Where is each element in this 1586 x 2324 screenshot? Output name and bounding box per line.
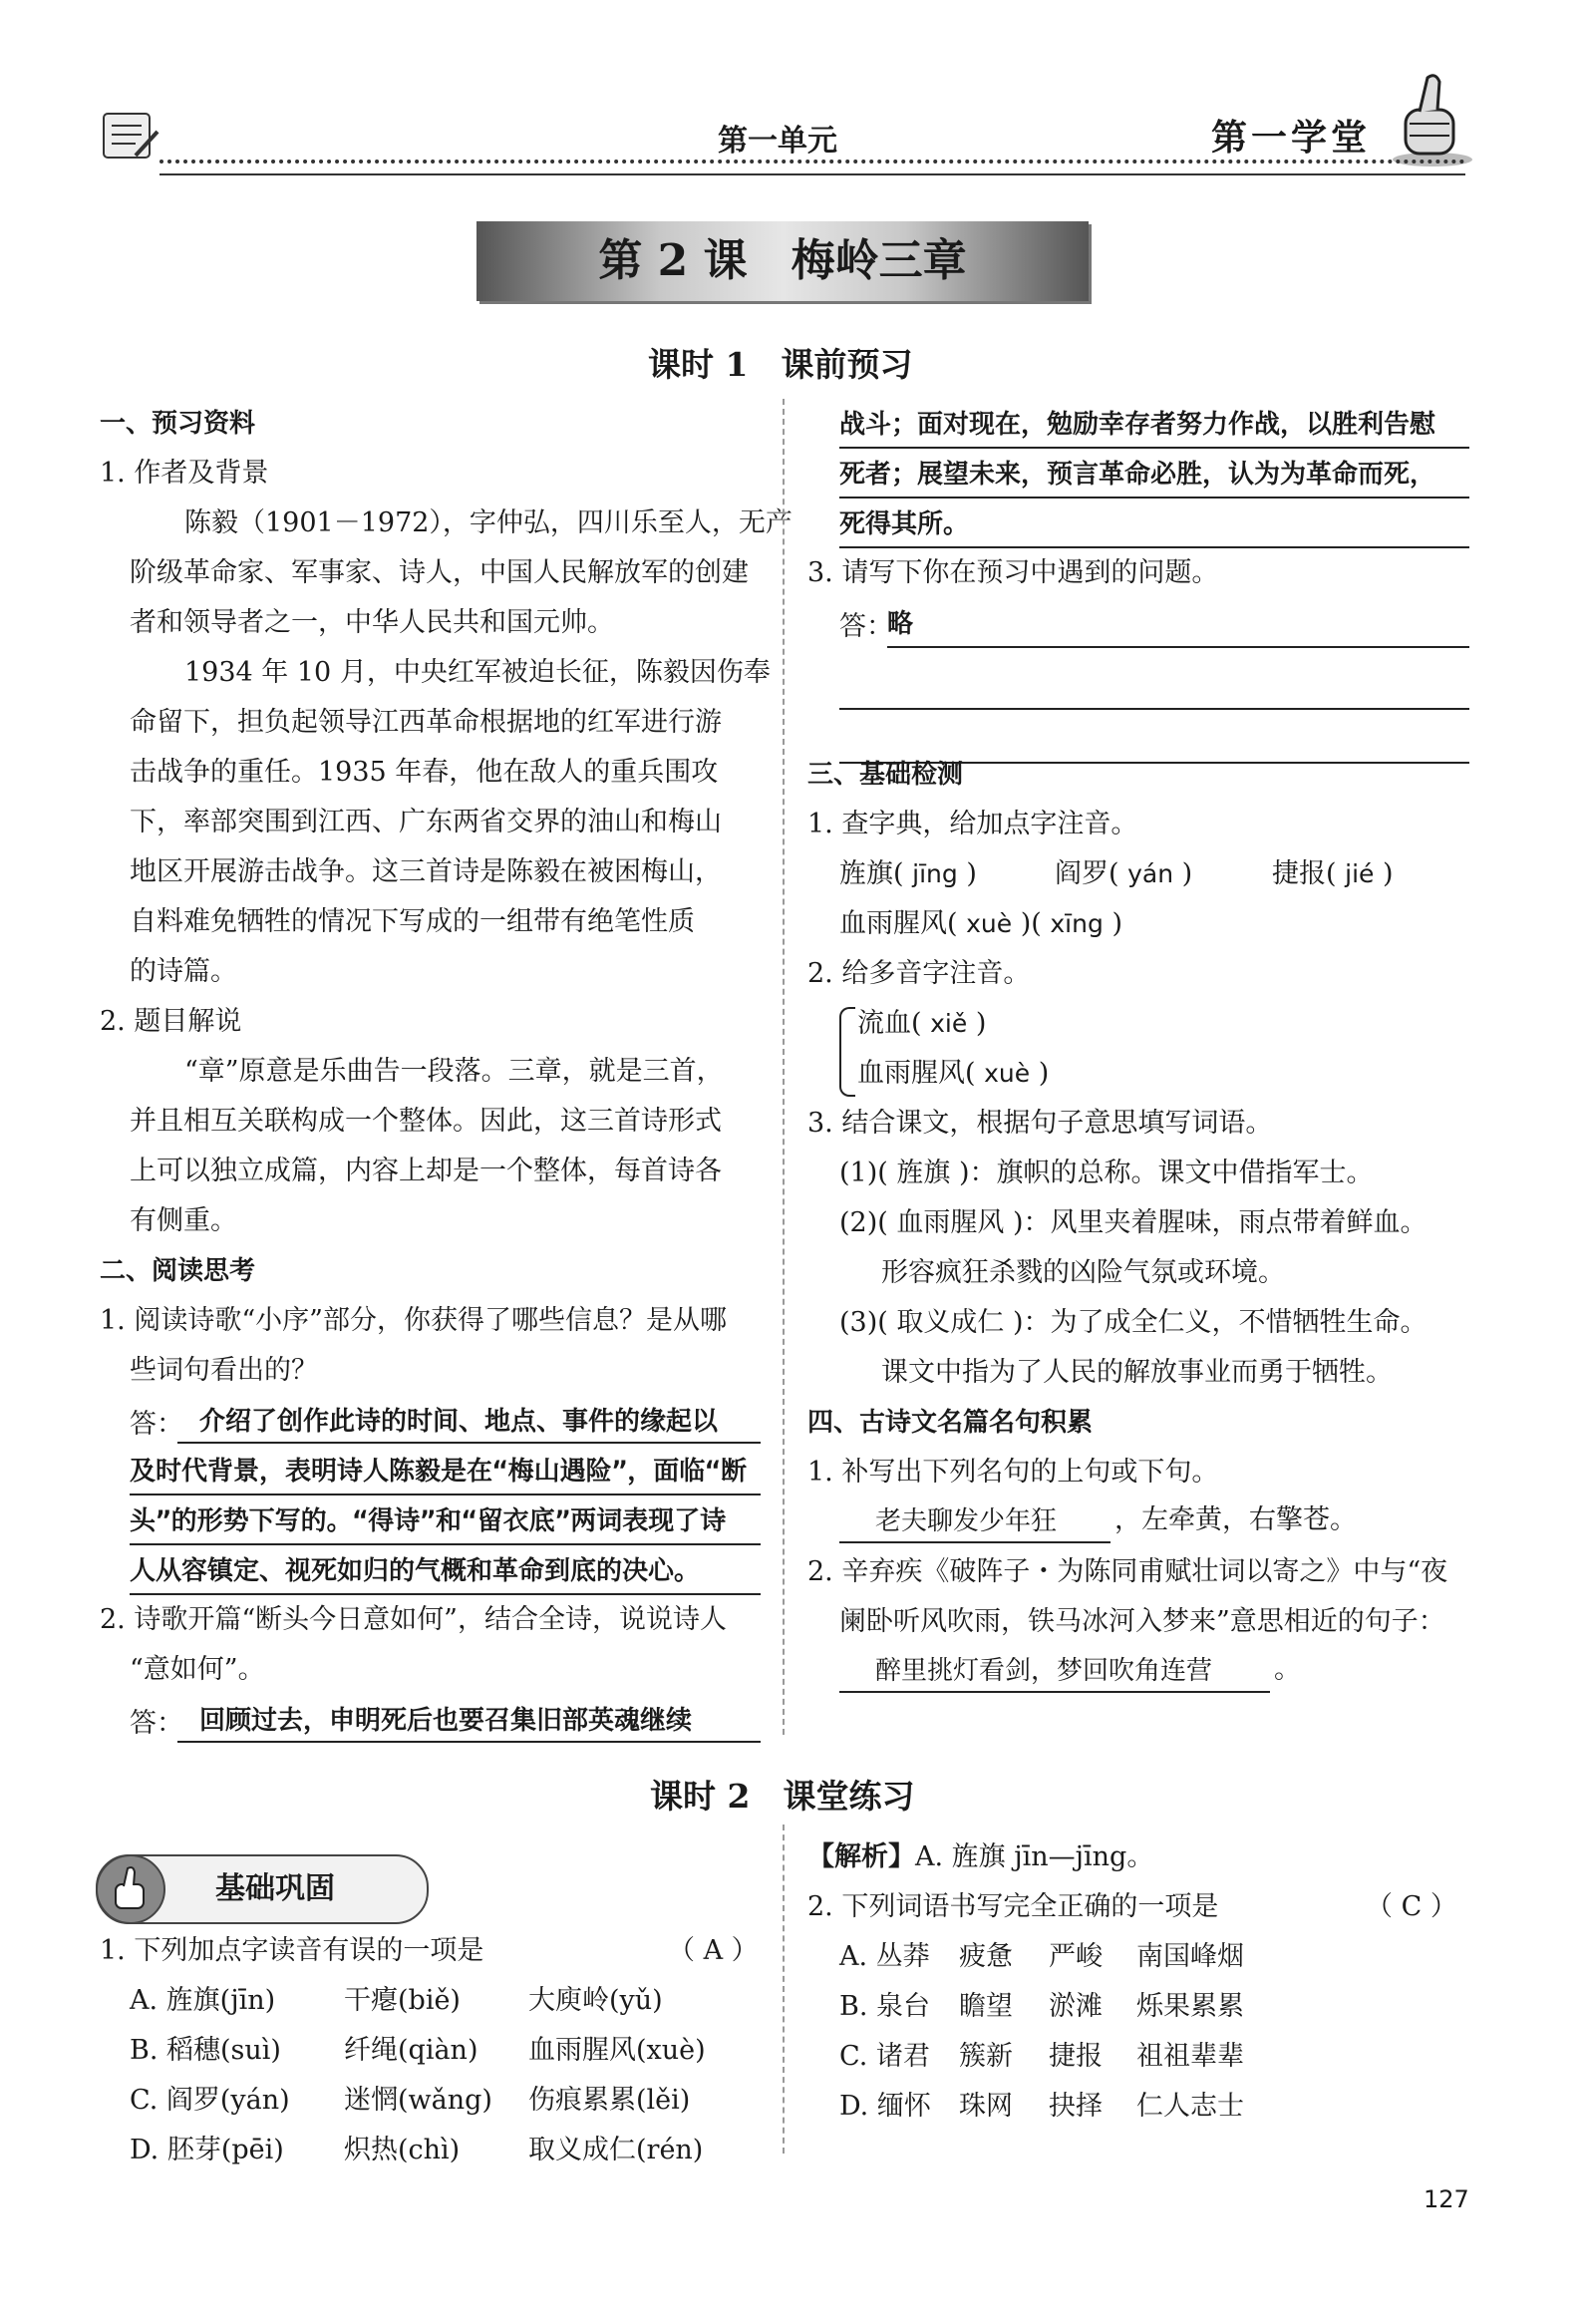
bg-line: 击战争的重任。1935 年春，他在敌人的重兵围攻: [130, 757, 719, 788]
header-unit: 第一单元: [718, 124, 837, 159]
bg-line: 自料难免牺牲的情况下写成的一组带有绝笔性质: [130, 906, 695, 937]
option-c-2: 迷惘(wǎng): [344, 2085, 492, 2116]
answer-2-line: 死得其所。: [839, 502, 1469, 548]
answer-2-line: 战斗；面对现在，勉励幸存者努力作战，以胜利告慰: [839, 403, 1469, 449]
lesson-title-banner: [476, 221, 1089, 301]
question-1: 1. 阅读诗歌“小序”部分，你获得了哪些信息？是从哪: [100, 1305, 727, 1336]
answer-3-line[interactable]: 略: [887, 602, 1469, 648]
word: 血雨腥风: [839, 908, 947, 939]
item-author-background: 1. 作者及背景: [100, 458, 269, 489]
option-d-1: D. 胚芽(pēi): [130, 2135, 284, 2165]
page-number: 127: [1424, 2185, 1469, 2213]
poem-question-2-cont: 阑卧听风吹雨，铁马冰河入梦来”意思相近的句子：: [839, 1606, 1445, 1637]
option-a-2: 干瘪(biě): [344, 1985, 461, 2016]
blank-line[interactable]: [839, 664, 1469, 710]
q2-option-d-1: D. 缅怀: [839, 2091, 931, 2122]
answer-label: 答：: [130, 1409, 183, 1440]
pinyin: xuè: [966, 909, 1013, 938]
option-a-3: 大庾岭(yǔ): [528, 1985, 663, 2016]
answer-1-line: 头”的形势下写的。“得诗”和“留衣底”两词表现了诗: [130, 1499, 761, 1545]
option-c-3: 伤痕累累(lěi): [528, 2085, 691, 2116]
pinyin: jīng: [912, 859, 958, 888]
lesson2-heading: 课时 2 课堂练习: [650, 1777, 915, 1816]
basic-question-1: 1. 查字典，给加点字注音。: [807, 809, 1138, 839]
poem-question-1: 1. 补写出下列名句的上句或下句。: [807, 1457, 1219, 1488]
question-1-cont: 些词句看出的？: [130, 1355, 318, 1386]
exercise-question-1: 1. 下列加点字读音有误的一项是: [100, 1935, 484, 1966]
q2-option-d-3: 抉择: [1049, 2091, 1103, 2122]
q2-option-a-3: 严峻: [1049, 1941, 1103, 1972]
section-classic-poems: 四、古诗文名篇名句积累: [807, 1408, 1094, 1438]
fill-line: 课文中指为了人民的解放事业而勇于牺牲。: [881, 1357, 1393, 1388]
word: 旌旗: [839, 858, 893, 889]
word: 阎罗: [1055, 858, 1109, 889]
brace: [839, 1007, 855, 1097]
q2-option-d-2: 珠网: [959, 2091, 1013, 2122]
q2-option-c-4: 祖祖辈辈: [1136, 2041, 1244, 2072]
q2-option-c-2: 簇新: [959, 2041, 1013, 2072]
polyphone-item: 血雨腥风( xuè ): [857, 1058, 1050, 1089]
poem-question-2: 2. 辛弃疾《破阵子・为陈同甫赋壮词以寄之》中与“夜: [807, 1556, 1448, 1587]
header-brand: 第一学堂: [1211, 117, 1372, 159]
pinyin-item: 阎罗( yán ): [1055, 858, 1193, 889]
pinyin: jié: [1345, 859, 1375, 888]
exercise-answer-1: （ A ）: [668, 1935, 759, 1966]
q2-option-d-4: 仁人志士: [1136, 2091, 1244, 2122]
q2-option-c-3: 捷报: [1049, 2041, 1103, 2072]
badge-basic-consolidation: [96, 1854, 429, 1924]
section-basic-check: 三、基础检测: [807, 760, 964, 790]
header-thumbs-icon: [1388, 68, 1477, 167]
word: 捷报: [1272, 858, 1326, 889]
lesson-title: 第 2 课 梅岭三章: [598, 235, 967, 286]
bg-line: 命留下，担负起领导江西革命根据地的红军进行游: [130, 707, 722, 738]
title-line: 上可以独立成篇，内容上却是一个整体，每首诗各: [130, 1156, 722, 1186]
question-2: 2. 诗歌开篇“断头今日意如何”，结合全诗，说说诗人: [100, 1604, 727, 1635]
q2-option-b-3: 淤滩: [1049, 1991, 1103, 2022]
thumbs-up-icon: [96, 1854, 165, 1924]
fill-line: 形容疯狂杀戮的凶险气氛或环境。: [881, 1257, 1285, 1288]
option-a-1: A. 旌旗(jīn): [130, 1985, 276, 2016]
fill-line: (2)( 血雨腥风 )：风里夹着腥味，雨点带着鲜血。: [839, 1207, 1427, 1238]
poem-answer-1[interactable]: 老夫聊发少年狂: [839, 1499, 1110, 1543]
basic-question-3: 3. 结合课文，根据句子意思填写词语。: [807, 1108, 1273, 1139]
answer-label: 答：: [130, 1708, 183, 1739]
section-reading: 二、阅读思考: [100, 1256, 256, 1286]
answer-2-line: 死者；展望未来，预言革命必胜，认为为革命而死，: [839, 453, 1469, 498]
question-2-cont: “意如何”。: [130, 1654, 265, 1685]
poem-tail-2: 。: [1274, 1654, 1301, 1685]
fill-line: (3)( 取义成仁 )：为了成全仁义，不惜牺牲生命。: [839, 1307, 1427, 1338]
q2-option-a-4: 南国峰烟: [1136, 1941, 1244, 1972]
q2-option-b-1: B. 泉台: [839, 1991, 931, 2022]
polyphone-item: 流血( xiě ): [857, 1008, 987, 1039]
exercise-question-2: 2. 下列词语书写完全正确的一项是: [807, 1891, 1219, 1922]
q2-option-a-1: A. 丛莽: [839, 1941, 930, 1972]
option-d-2: 炽热(chì): [344, 2135, 461, 2165]
option-c-1: C. 阎罗(yán): [130, 2085, 290, 2116]
title-line: “章”原意是乐曲告一段落。三章，就是三首，: [184, 1056, 724, 1087]
answer-1-line: 及时代背景，表明诗人陈毅是在“梅山遇险”，面临“断: [130, 1450, 761, 1495]
option-b-3: 血雨腥风(xuè): [528, 2035, 706, 2066]
analysis-label: 【解析】: [807, 1841, 915, 1872]
answer-1-line: 人从容镇定、视死如归的气概和革命到底的决心。: [130, 1549, 761, 1595]
section-preview-materials: 一、预习资料: [100, 409, 256, 439]
analysis-text: A. 旌旗 jīn—jīng。: [915, 1841, 1154, 1872]
option-d-3: 取义成仁(rén): [528, 2135, 704, 2165]
pinyin-item: 血雨腥风( xuè )( xīng ): [839, 908, 1122, 939]
badge-label: 基础巩固: [215, 1871, 335, 1906]
option-b-2: 纤绳(qiàn): [344, 2035, 478, 2066]
answer-1-line: 介绍了创作此诗的时间、地点、事件的缘起以: [177, 1400, 761, 1444]
fill-line: (1)( 旌旗 )：旗帜的总称。课文中借指军士。: [839, 1158, 1374, 1188]
bg-line: 阶级革命家、军事家、诗人，中国人民解放军的创建: [130, 557, 749, 588]
bg-line: 下，率部突围到江西、广东两省交界的油山和梅山: [130, 807, 722, 837]
item-title-explanation: 2. 题目解说: [100, 1006, 242, 1037]
pinyin-item: 捷报( jié ): [1272, 858, 1394, 889]
q2-option-c-1: C. 诸君: [839, 2041, 930, 2072]
pinyin: yán: [1127, 859, 1174, 888]
answer-2-line: 回顾过去，申明死后也要召集旧部英魂继续: [177, 1699, 761, 1743]
bg-line: 1934 年 10 月，中央红军被迫长征，陈毅因伤奉: [184, 657, 771, 688]
pinyin: xīng: [1050, 909, 1104, 938]
header-rule: [159, 160, 1465, 175]
q2-option-b-2: 瞻望: [959, 1991, 1013, 2022]
lesson1-heading: 课时 1 课前预习: [648, 345, 913, 384]
poem-tail-1: ，左牵黄，右擎苍。: [1114, 1504, 1357, 1535]
title-line: 并且相互关联构成一个整体。因此，这三首诗形式: [130, 1106, 722, 1137]
bg-line: 陈毅（1901－1972），字仲弘，四川乐至人，无产: [184, 507, 793, 538]
header-notebook-icon: [96, 108, 161, 164]
analysis: [807, 1832, 1153, 1882]
poem-answer-2[interactable]: 醉里挑灯看剑，梦回吹角连营: [839, 1649, 1270, 1693]
title-line: 有侧重。: [130, 1205, 237, 1236]
exercise-answer-2: （ C ）: [1366, 1891, 1457, 1922]
pinyin-item: 旌旗( jīng ): [839, 858, 977, 889]
answer-label: 答：: [839, 611, 893, 642]
column-divider: [783, 399, 785, 1735]
question-3: 3. 请写下你在预习中遇到的问题。: [807, 557, 1219, 588]
column-divider-2: [783, 1825, 785, 2154]
bg-line: 地区开展游击战争。这三首诗是陈毅在被困梅山，: [130, 856, 722, 887]
bg-line: 的诗篇。: [130, 956, 237, 987]
q2-option-a-2: 疲惫: [959, 1941, 1013, 1972]
bg-line: 者和领导者之一，中华人民共和国元帅。: [130, 607, 614, 638]
q2-option-b-4: 烁果累累: [1136, 1991, 1244, 2022]
basic-question-2: 2. 给多音字注音。: [807, 958, 1031, 989]
option-b-1: B. 稻穗(suì): [130, 2035, 281, 2066]
